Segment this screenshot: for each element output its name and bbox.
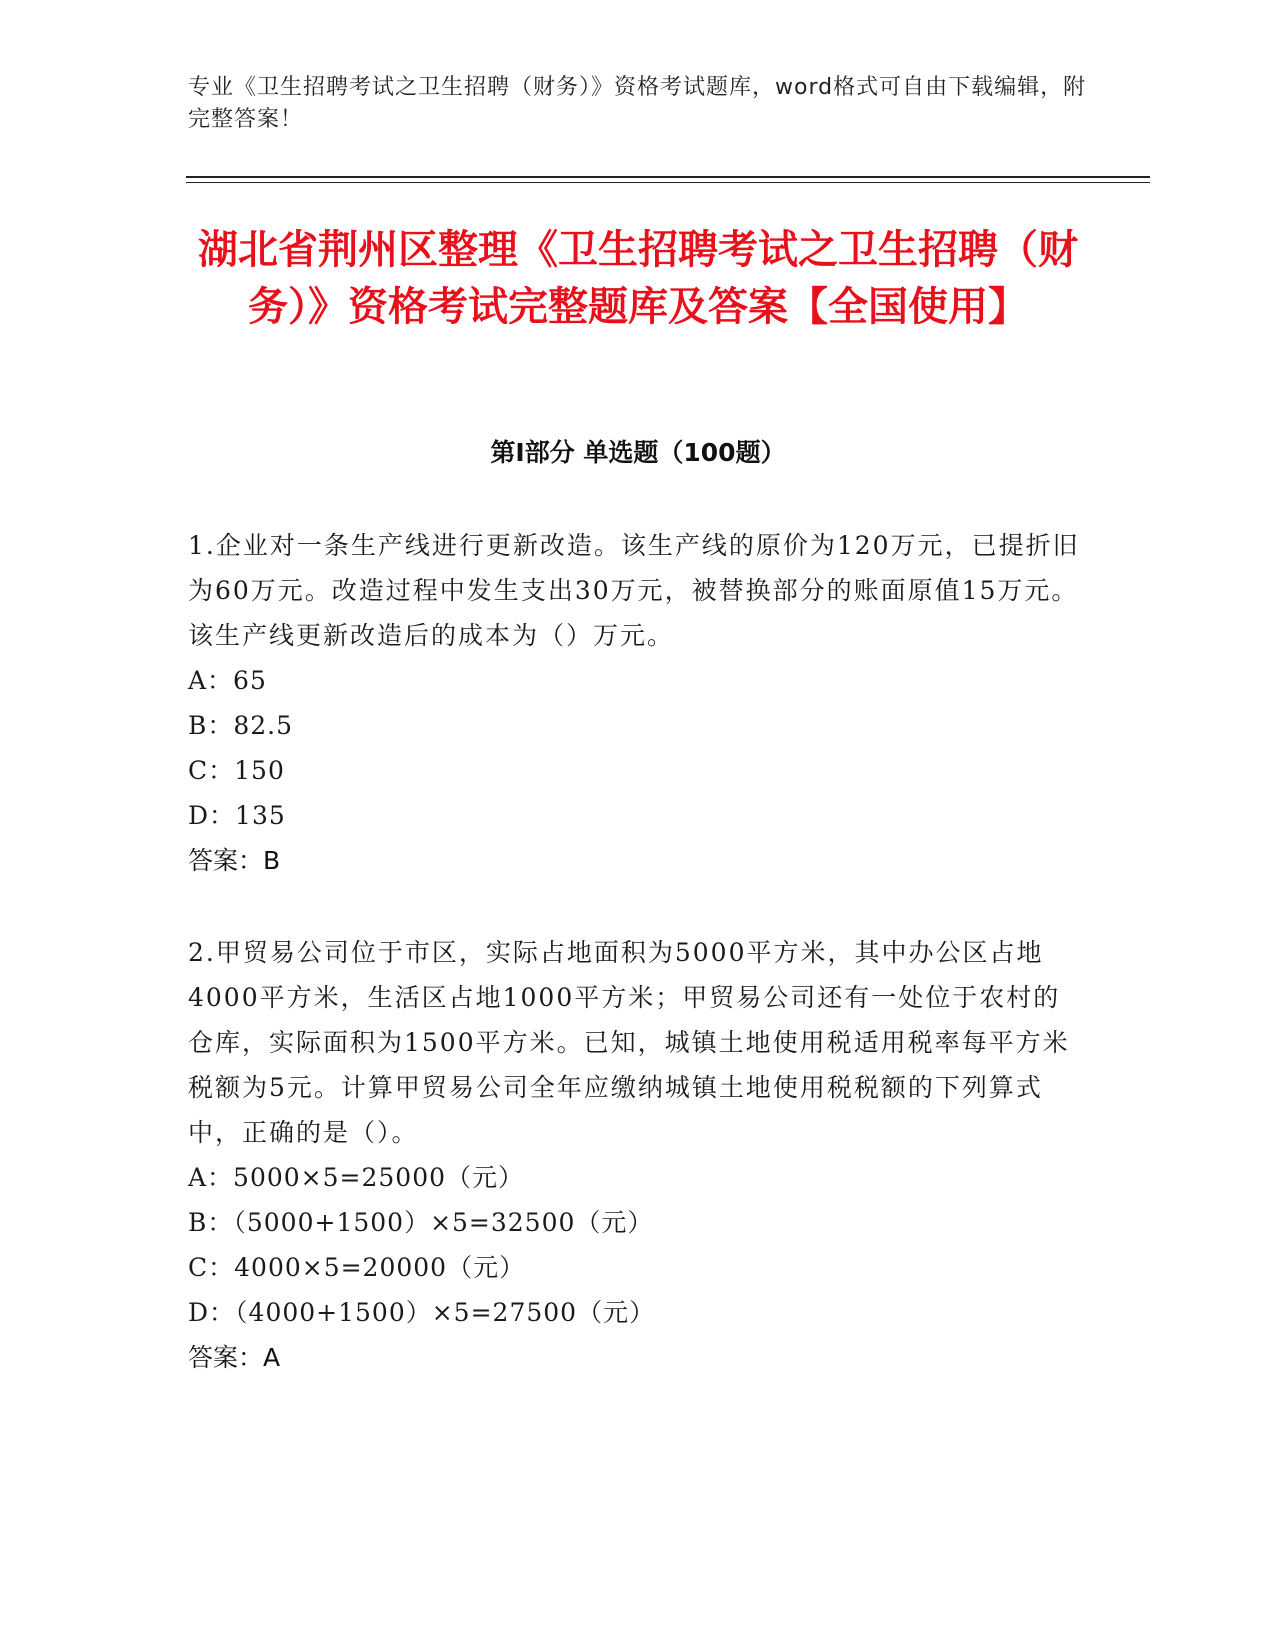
option-d: D：135 <box>188 801 286 830</box>
header-divider-thin <box>186 182 1150 183</box>
question-stem: 2.甲贸易公司位于市区，实际占地面积为5000平方米，其中办公区占地4000平方米，生活区占地1000平方米；甲贸易公司还有一处位于农村的仓库，实际面积为1500平方米。已知，城镇土地使用税适用税率每平方米税额为5元。计算甲贸易公司全年应缴纳城镇土地使用税税额的下列算式中，正确的是（）。 <box>188 938 1070 1147</box>
option-a: A：65 <box>188 666 267 695</box>
header-divider-thick <box>186 176 1150 178</box>
section-title: 第I部分 单选题（100题） <box>490 438 786 467</box>
option-b: B：（5000+1500）×5=32500（元） <box>188 1208 654 1237</box>
option-c: C：4000×5=20000（元） <box>188 1253 526 1282</box>
option-d: D：（4000+1500）×5=27500（元） <box>188 1298 656 1327</box>
option-b: B：82.5 <box>188 711 294 740</box>
option-c: C：150 <box>188 756 285 785</box>
document-title: 湖北省荆州区整理《卫生招聘考试之卫生招聘（财务）》资格考试完整题库及答案【全国使用】 <box>198 227 1078 330</box>
question-1 <box>188 523 1083 883</box>
answer: 答案：A <box>188 1343 281 1372</box>
header-note: 专业《卫生招聘考试之卫生招聘（财务）》资格考试题库，word格式可自由下载编辑，附完整答案！ <box>188 75 1087 132</box>
option-a: A：5000×5=25000（元） <box>188 1163 525 1192</box>
question-stem: 1.企业对一条生产线进行更新改造。该生产线的原价为120万元，已提折旧为60万元。改造过程中发生支出30万元，被替换部分的账面原值15万元。该生产线更新改造后的成本为（）万元。 <box>188 531 1080 650</box>
answer: 答案：B <box>188 846 281 875</box>
question-2 <box>188 930 1083 1380</box>
